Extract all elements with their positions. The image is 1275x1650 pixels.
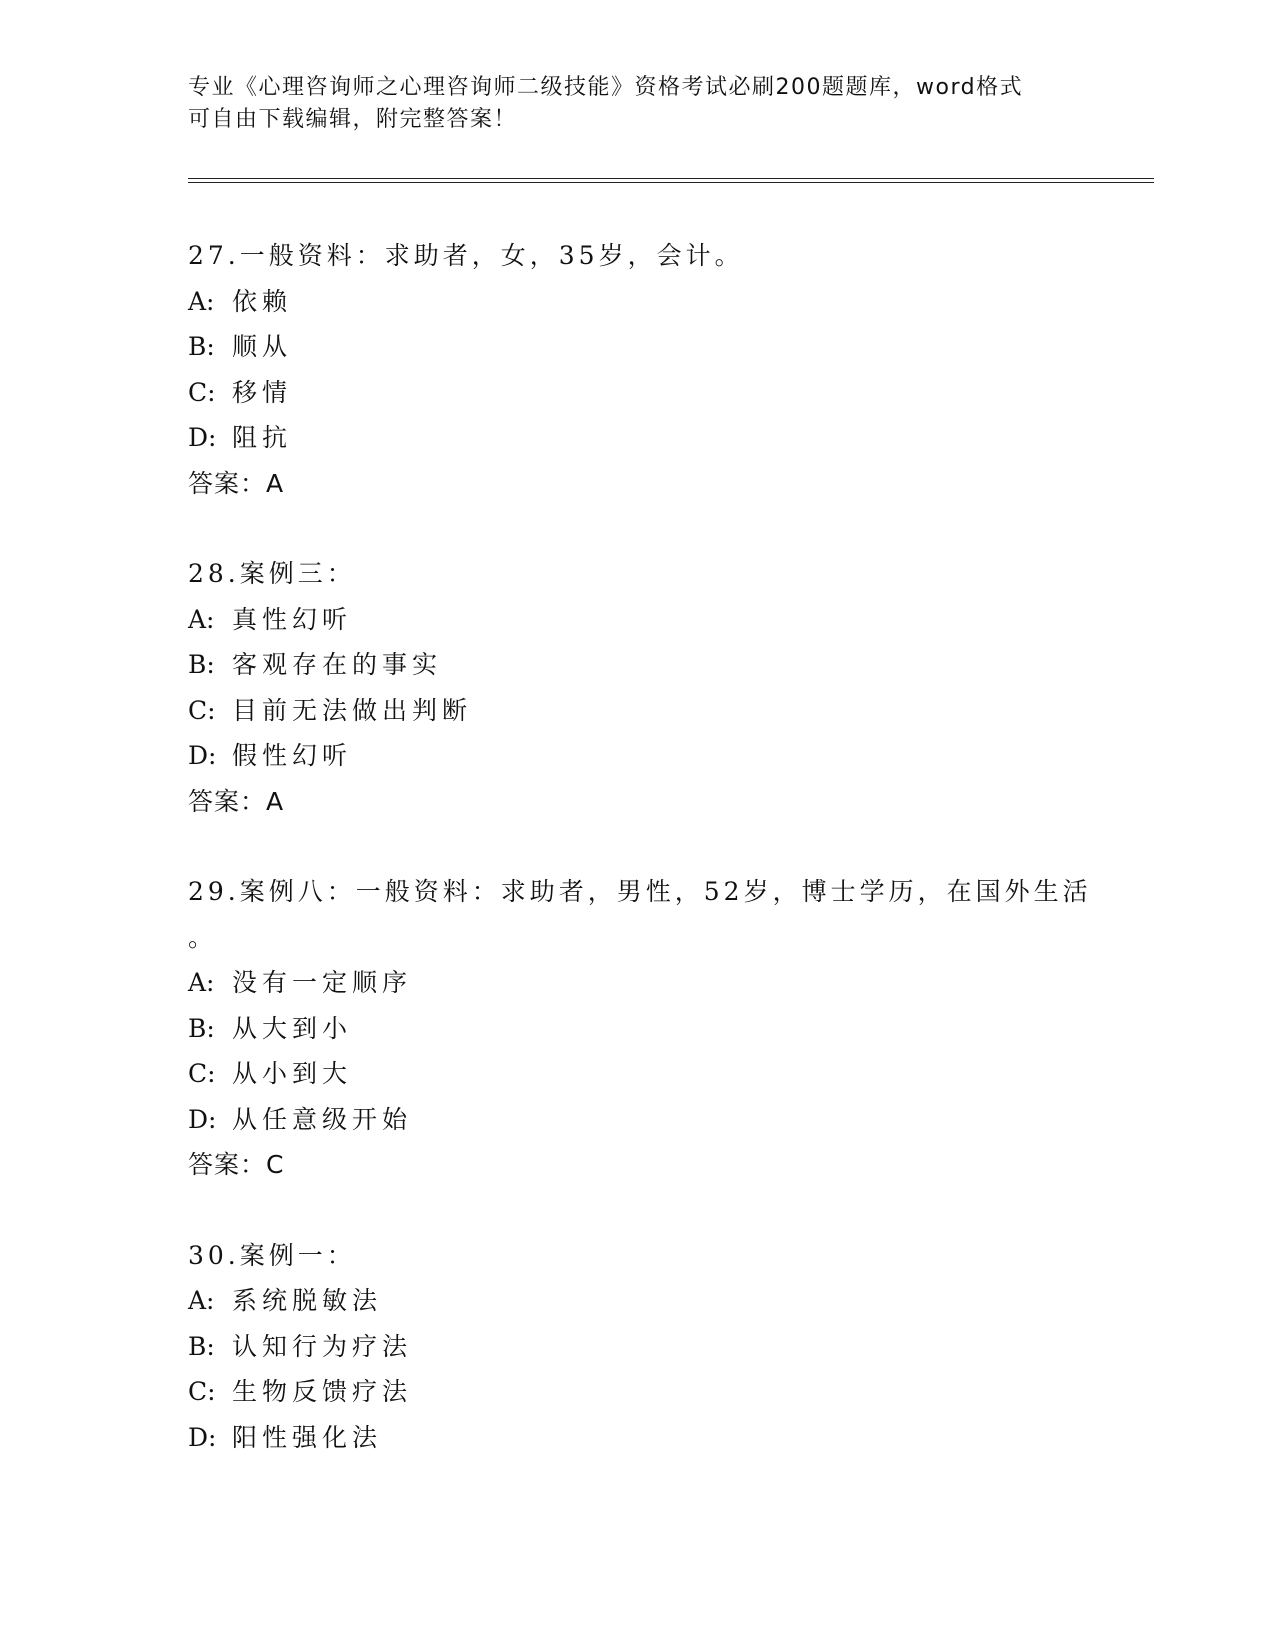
answer-option — [188, 597, 1148, 643]
answer-line: 答案：A — [188, 468, 285, 498]
option-key: A: — [188, 968, 215, 997]
answer-option — [188, 642, 1148, 688]
question-block — [188, 1233, 1148, 1461]
answer-option — [188, 370, 1148, 416]
header-line-1: 专业《心理咨询师之心理咨询师二级技能》资格考试必刷200题题库，word格式 — [188, 75, 1024, 100]
option-key: D: — [188, 423, 217, 452]
option-text: 真性幻听 — [232, 604, 353, 634]
option-text: 依赖 — [232, 286, 293, 316]
option-text: 系统脱敏法 — [232, 1286, 383, 1315]
option-text: 阻抗 — [232, 423, 293, 452]
answer-option — [188, 1278, 1148, 1324]
header-divider-bottom — [188, 182, 1154, 183]
answer-line: 答案：A — [188, 786, 285, 816]
option-key: C: — [188, 377, 216, 407]
answer-option — [188, 960, 1148, 1006]
option-text: 生物反馈疗法 — [232, 1377, 413, 1406]
option-text: 从小到大 — [232, 1059, 353, 1088]
answer-option — [188, 1006, 1148, 1052]
answer-option — [188, 1051, 1148, 1097]
option-text: 阳性强化法 — [232, 1422, 383, 1452]
option-text: 客观存在的事实 — [232, 650, 443, 679]
option-key: B: — [188, 650, 215, 679]
question-block — [188, 869, 1148, 1188]
option-key: C: — [188, 1059, 216, 1088]
question-stem: 29.案例八：一般资料：求助者，男性，52岁，博士学历，在国外生活 — [188, 877, 1092, 906]
option-text: 从大到小 — [232, 1013, 353, 1043]
option-text: 从任意级开始 — [232, 1104, 413, 1134]
header-line-2: 可自由下载编辑，附完整答案！ — [188, 107, 518, 132]
document-header — [188, 72, 1088, 136]
option-text: 没有一定顺序 — [232, 968, 413, 997]
option-key: B: — [188, 1331, 215, 1361]
option-text: 目前无法做出判断 — [232, 695, 473, 725]
question-stem: 28.案例三： — [188, 559, 356, 588]
answer-option — [188, 415, 1148, 461]
option-key: C: — [188, 695, 216, 725]
option-key: B: — [188, 332, 215, 361]
answer-option — [188, 1369, 1148, 1415]
option-key: C: — [188, 1377, 216, 1406]
answer-option — [188, 324, 1148, 370]
option-key: B: — [188, 1013, 215, 1043]
option-key: A: — [188, 286, 215, 316]
answer-option — [188, 1415, 1148, 1461]
option-text: 顺从 — [232, 332, 293, 361]
answer-line: 答案：C — [188, 1150, 285, 1179]
answer-option — [188, 1097, 1148, 1143]
answer-option — [188, 733, 1148, 779]
header-divider-top — [188, 178, 1154, 179]
question-stem: 。 — [188, 922, 218, 952]
answer-option — [188, 279, 1148, 325]
question-list — [188, 233, 1148, 1505]
question-block — [188, 551, 1148, 824]
option-key: D: — [188, 741, 217, 770]
option-text: 认知行为疗法 — [232, 1331, 413, 1361]
question-stem: 30.案例一： — [188, 1240, 356, 1270]
option-text: 移情 — [232, 377, 293, 407]
option-key: A: — [188, 1286, 215, 1315]
question-stem: 27.一般资料：求助者，女，35岁，会计。 — [188, 241, 744, 270]
answer-option — [188, 1324, 1148, 1370]
question-block — [188, 233, 1148, 506]
option-key: D: — [188, 1422, 217, 1452]
answer-option — [188, 688, 1148, 734]
option-key: A: — [188, 604, 215, 634]
option-text: 假性幻听 — [232, 741, 353, 770]
option-key: D: — [188, 1104, 217, 1134]
